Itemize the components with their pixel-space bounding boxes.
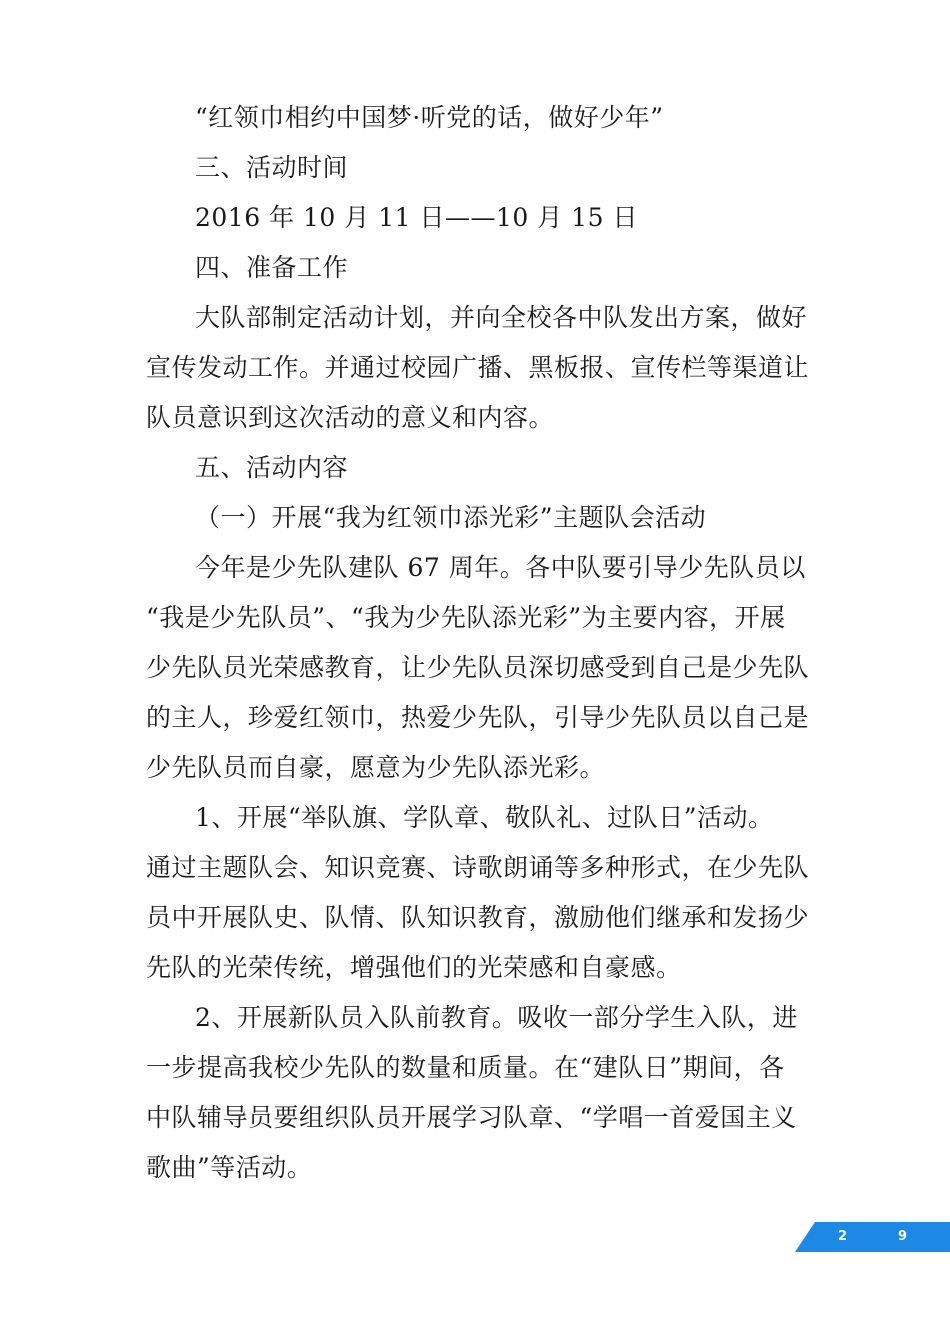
list-item-heading: 2、开展新队员入队前教育。吸收一部分学生入队，进 [195,1003,798,1032]
subsection-heading: （一）开展“我为红领巾添光彩”主题队会活动 [195,503,707,532]
list-item-heading: 1、开展“举队旗、学队章、敬队礼、过队日”活动。 [195,803,774,832]
paragraph-line: 队员意识到这次活动的意义和内容。 [146,403,555,432]
paragraph-line: 中队辅导员要组织队员开展学习队章、“学唱一首爱国主义 [146,1103,797,1132]
page-number-badge [795,1222,950,1252]
total-pages-number: 9 [898,1229,908,1244]
paragraph-line: 宣传发动工作。并通过校园广播、黑板报、宣传栏等渠道让 [146,353,810,382]
paragraph-line: 大队部制定活动计划，并向全校各中队发出方案，做好 [195,303,808,332]
paragraph-line: 先队的光荣传统，增强他们的光荣感和自豪感。 [146,953,682,982]
section-heading-time: 三、活动时间 [195,153,349,182]
paragraph-line: 少先队员光荣感教育，让少先队员深切感受到自己是少先队 [146,653,810,682]
paragraph-line: 通过主题队会、知识竞赛、诗歌朗诵等多种形式，在少先队 [146,853,810,882]
current-page-number: 2 [838,1229,848,1244]
paragraph-line: 今年是少先队建队 67 周年。各中队要引导少先队员以 [195,553,806,582]
page-badge-shape [795,1222,950,1252]
paragraph-line: 员中开展队史、队情、队知识教育，激励他们继承和发扬少 [146,903,810,932]
paragraph-line: 歌曲”等活动。 [146,1153,313,1182]
paragraph-line: “我是少先队员”、“我为少先队添光彩”为主要内容，开展 [146,603,786,632]
section-heading-preparation: 四、准备工作 [195,253,349,282]
activity-dates: 2016 年 10 月 11 日——10 月 15 日 [195,203,638,232]
paragraph-line: 一步提高我校少先队的数量和质量。在“建队日”期间，各 [146,1053,785,1082]
section-heading-content: 五、活动内容 [195,453,349,482]
slogan-line: “红领巾相约中国梦·听党的话，做好少年” [195,103,664,132]
paragraph-line: 少先队员而自豪，愿意为少先队添光彩。 [146,753,606,782]
paragraph-line: 的主人，珍爱红领巾，热爱少先队，引导少先队员以自己是 [146,703,810,732]
